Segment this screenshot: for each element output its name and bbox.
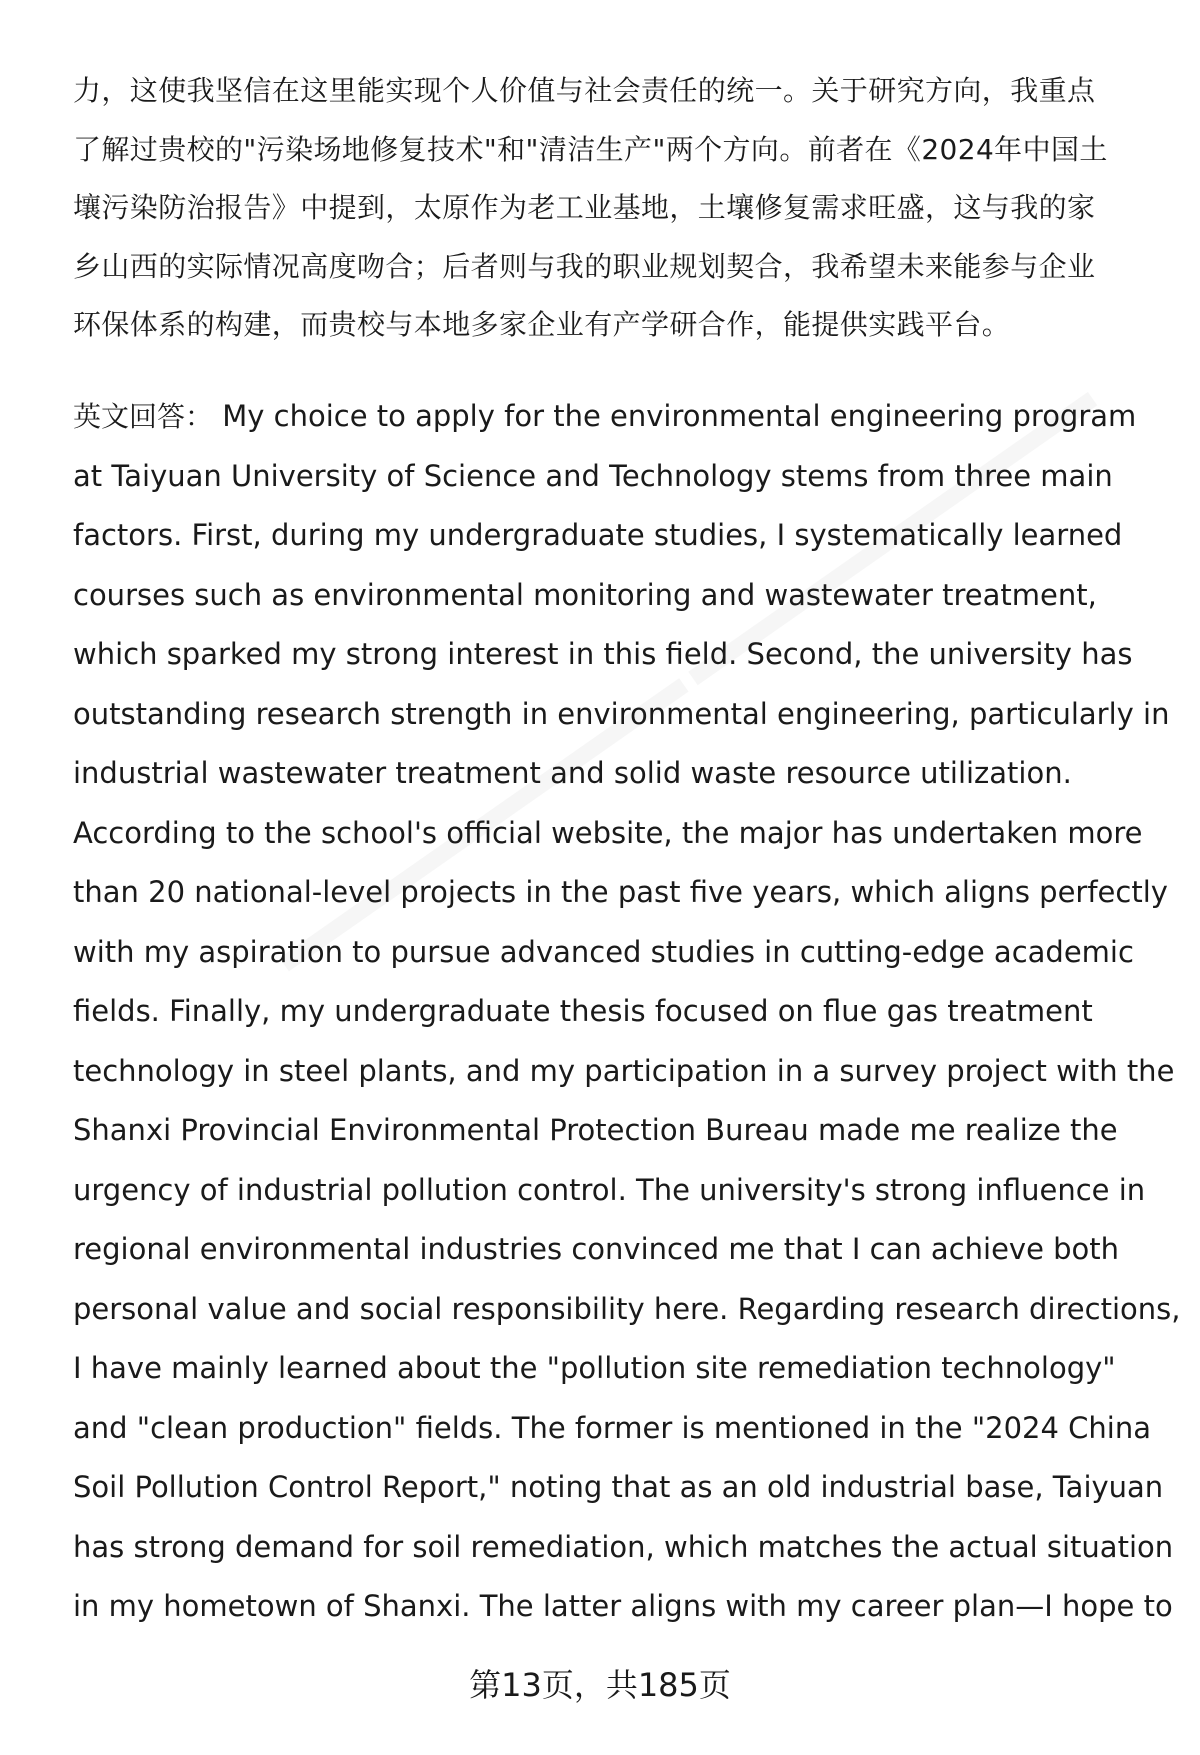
text-line: 力，这使我坚信在这里能实现个人价值与社会责任的统一。关于研究方向，我重点 [73, 74, 1096, 107]
text-line: with my aspiration to pursue advanced studies in cutting-edge academic [73, 934, 1134, 969]
text-line: urgency of industrial pollution control. The university's strong influence in [73, 1172, 1146, 1207]
text-line: outstanding research strength in environmental engineering, particularly in [73, 696, 1170, 731]
english-answer-label: 英文回答： [73, 400, 214, 433]
text-line: Soil Pollution Control Report," noting that as an old industrial base, Taiyuan [73, 1470, 1164, 1504]
text-line: courses such as environmental monitoring and wastewater treatment, [73, 577, 1097, 612]
text-line: According to the school's official website, the major has undertaken more [73, 815, 1143, 850]
text-line: 了解过贵校的"污染场地修复技术"和"清洁生产"两个方向。前者在《2024年中国土 [73, 132, 1108, 166]
text-line: which sparked my strong interest in this field. Second, the university has [73, 637, 1133, 671]
text-line: 乡山西的实际情况高度吻合；后者则与我的职业规划契合，我希望未来能参与企业 [73, 249, 1096, 283]
english-first-line-text: My choice to apply for the environmental engineering program [213, 399, 1137, 433]
text-line: at Taiyuan University of Science and Technology stems from three main [73, 458, 1113, 493]
text-line: 壤污染防治报告》中提到，太原作为老工业基地，土壤修复需求旺盛，这与我的家 [73, 191, 1096, 224]
text-line: fields. Finally, my undergraduate thesis focused on flue gas treatment [73, 994, 1093, 1028]
text-line: regional environmental industries convinced me that I can achieve both [73, 1232, 1120, 1266]
text-line: than 20 national-level projects in the past five years, which aligns perfectly [73, 875, 1168, 909]
text-line: in my hometown of Shanxi. The latter aligns with my career plan—I hope to [73, 1589, 1173, 1623]
text-line: has strong demand for soil remediation, which matches the actual situation [73, 1529, 1174, 1564]
text-line: factors. First, during my undergraduate studies, I systematically learned [73, 518, 1123, 552]
text-line: personal value and social responsibility here. Regarding research directions, [73, 1291, 1181, 1326]
text-line: I have mainly learned about the "pollution site remediation technology" [73, 1351, 1116, 1385]
text-line [73, 387, 1153, 447]
english-answer-paragraph [73, 387, 1181, 1637]
text-line: Shanxi Provincial Environmental Protection Bureau made me realize the [73, 1113, 1118, 1147]
chinese-paragraph [73, 62, 1153, 355]
text-line: 环保体系的构建，而贵校与本地多家企业有产学研合作，能提供实践平台。 [73, 308, 1011, 341]
page-number-footer: 第13页，共185页 [469, 1666, 731, 1704]
text-line: and "clean production" fields. The former is mentioned in the "2024 China [73, 1410, 1152, 1445]
text-line: industrial wastewater treatment and solid waste resource utilization. [73, 756, 1072, 790]
text-line: technology in steel plants, and my participation in a survey project with the [73, 1053, 1175, 1088]
